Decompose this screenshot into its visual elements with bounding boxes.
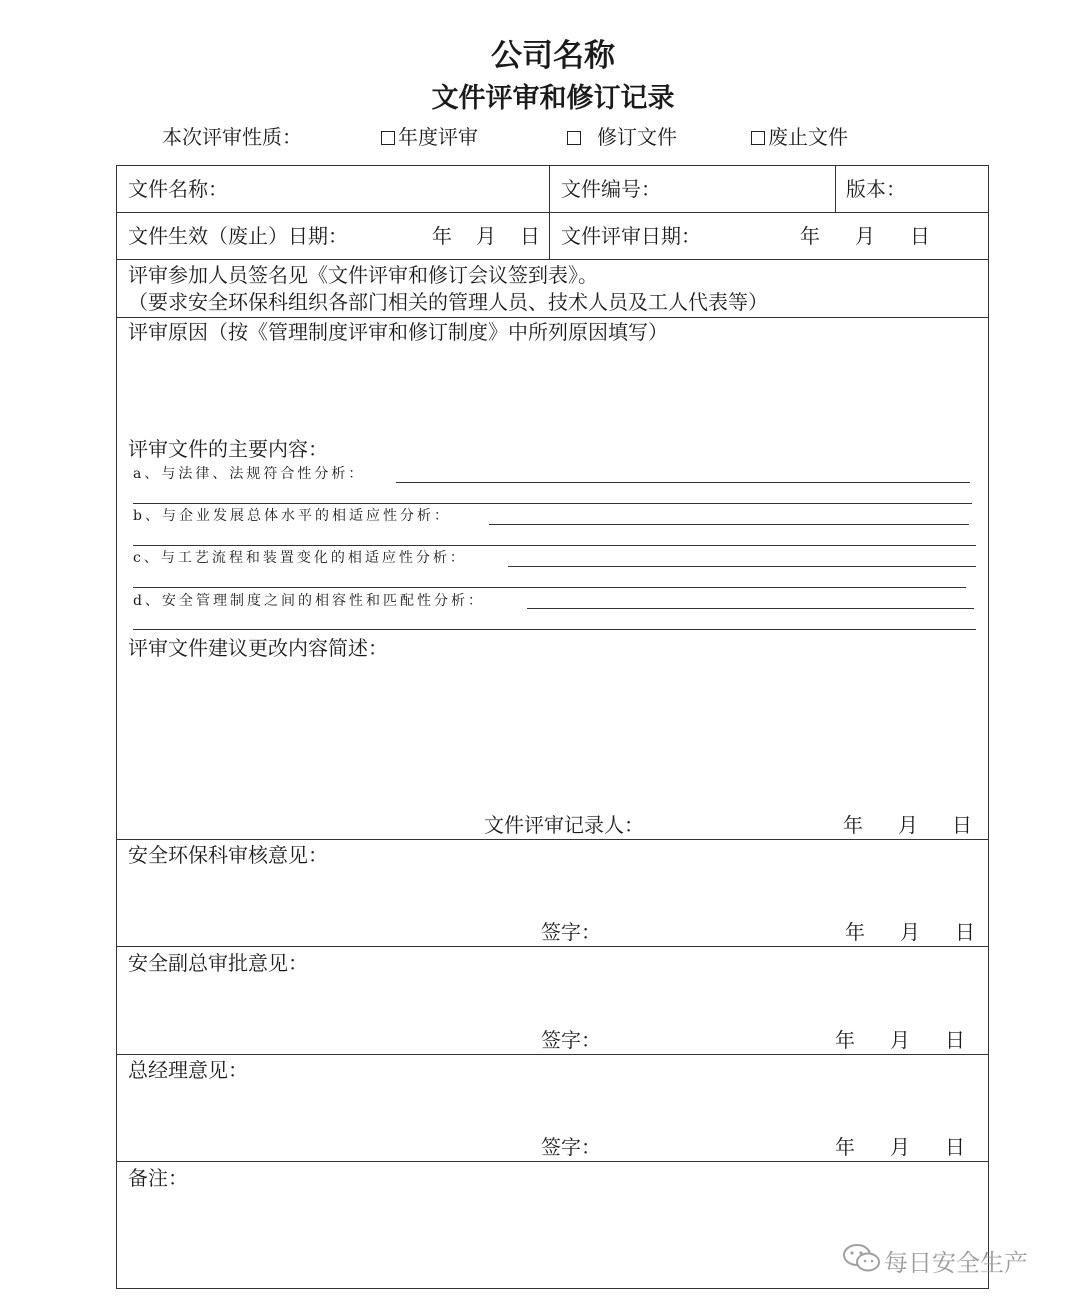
option-revise-file[interactable]: 修订文件 xyxy=(567,125,677,149)
fill-line[interactable] xyxy=(133,629,976,630)
company-name: 公司名称 xyxy=(491,38,615,74)
recorder-month[interactable]: 月 xyxy=(898,813,918,837)
gm-day[interactable]: 日 xyxy=(945,1135,965,1159)
table-border-top xyxy=(116,165,989,166)
vice-gm-sign-label: 签字： xyxy=(541,1028,601,1052)
file-name-field[interactable]: 文件名称： xyxy=(128,177,228,201)
vice-gm-opinion-label: 安全副总审批意见： xyxy=(128,951,308,975)
option-abolish-file[interactable]: 废止文件 xyxy=(751,125,848,149)
col-divider xyxy=(549,165,550,259)
row-divider xyxy=(116,317,989,318)
review-day[interactable]: 日 xyxy=(910,224,930,248)
effective-date-label: 文件生效（废止）日期： xyxy=(128,224,348,248)
recorder-day[interactable]: 日 xyxy=(952,813,972,837)
fill-line[interactable] xyxy=(133,503,972,504)
table-border-left xyxy=(116,165,117,1289)
review-nature-label: 本次评审性质： xyxy=(162,125,302,149)
row-divider xyxy=(116,1054,989,1055)
review-month[interactable]: 月 xyxy=(855,224,875,248)
gm-month[interactable]: 月 xyxy=(890,1135,910,1159)
watermark-text: 每日安全生产 xyxy=(884,1249,1028,1277)
col-divider xyxy=(835,165,836,212)
version-field[interactable]: 版本： xyxy=(846,177,906,201)
remarks-label: 备注： xyxy=(128,1166,188,1190)
gm-opinion-label: 总经理意见： xyxy=(128,1058,248,1082)
safety-sign-label: 签字： xyxy=(541,920,601,944)
vice-gm-day[interactable]: 日 xyxy=(945,1028,965,1052)
row-divider xyxy=(116,946,989,947)
gm-year[interactable]: 年 xyxy=(835,1135,855,1159)
fill-line[interactable] xyxy=(133,587,966,588)
suggestion-label: 评审文件建议更改内容简述： xyxy=(128,636,388,660)
file-number-field[interactable]: 文件编号： xyxy=(561,177,661,201)
fill-line[interactable] xyxy=(527,608,974,609)
row-divider xyxy=(116,259,989,260)
table-border-right xyxy=(988,165,989,1289)
participants-note: 评审参加人员签名见《文件评审和修订会议签到表》。 xyxy=(128,263,598,287)
review-reason-label: 评审原因（按《管理制度评审和修订制度》中所列原因填写） xyxy=(128,320,668,344)
vice-gm-year[interactable]: 年 xyxy=(835,1028,855,1052)
review-year[interactable]: 年 xyxy=(800,224,820,248)
row-divider xyxy=(116,212,989,213)
safety-dept-opinion-label: 安全环保科审核意见： xyxy=(128,843,328,867)
effective-year[interactable]: 年 xyxy=(432,224,452,248)
option-annual-review[interactable]: 年度评审 xyxy=(381,125,478,149)
main-content-label: 评审文件的主要内容： xyxy=(128,437,328,461)
analysis-development: b、与企业发展总体水平的相适应性分析： xyxy=(133,508,451,524)
safety-day[interactable]: 日 xyxy=(955,920,975,944)
effective-month[interactable]: 月 xyxy=(476,224,496,248)
row-divider xyxy=(116,1161,989,1162)
checkbox-icon[interactable] xyxy=(567,131,581,145)
checkbox-icon[interactable] xyxy=(381,131,395,145)
wechat-icon xyxy=(842,1243,882,1273)
table-border-bottom xyxy=(116,1288,989,1289)
gm-sign-label: 签字： xyxy=(541,1135,601,1159)
safety-year[interactable]: 年 xyxy=(845,920,865,944)
review-date-label: 文件评审日期： xyxy=(561,224,701,248)
safety-month[interactable]: 月 xyxy=(900,920,920,944)
analysis-process: c、与工艺流程和装置变化的相适应性分析： xyxy=(133,550,467,566)
analysis-legal: a、与法律、法规符合性分析： xyxy=(133,466,366,482)
checkbox-icon[interactable] xyxy=(751,131,765,145)
participants-requirement: （要求安全环保科组织各部门相关的管理人员、技术人员及工人代表等） xyxy=(128,290,768,314)
row-divider xyxy=(116,839,989,840)
fill-line[interactable] xyxy=(396,482,970,483)
recorder-year[interactable]: 年 xyxy=(843,813,863,837)
form-title: 文件评审和修订记录 xyxy=(431,83,675,114)
analysis-compatibility: d、安全管理制度之间的相容性和匹配性分析： xyxy=(133,593,485,609)
fill-line[interactable] xyxy=(489,524,969,525)
recorder-label: 文件评审记录人： xyxy=(484,813,644,837)
fill-line[interactable] xyxy=(508,566,976,567)
vice-gm-month[interactable]: 月 xyxy=(890,1028,910,1052)
effective-day[interactable]: 日 xyxy=(520,224,540,248)
fill-line[interactable] xyxy=(133,545,976,546)
